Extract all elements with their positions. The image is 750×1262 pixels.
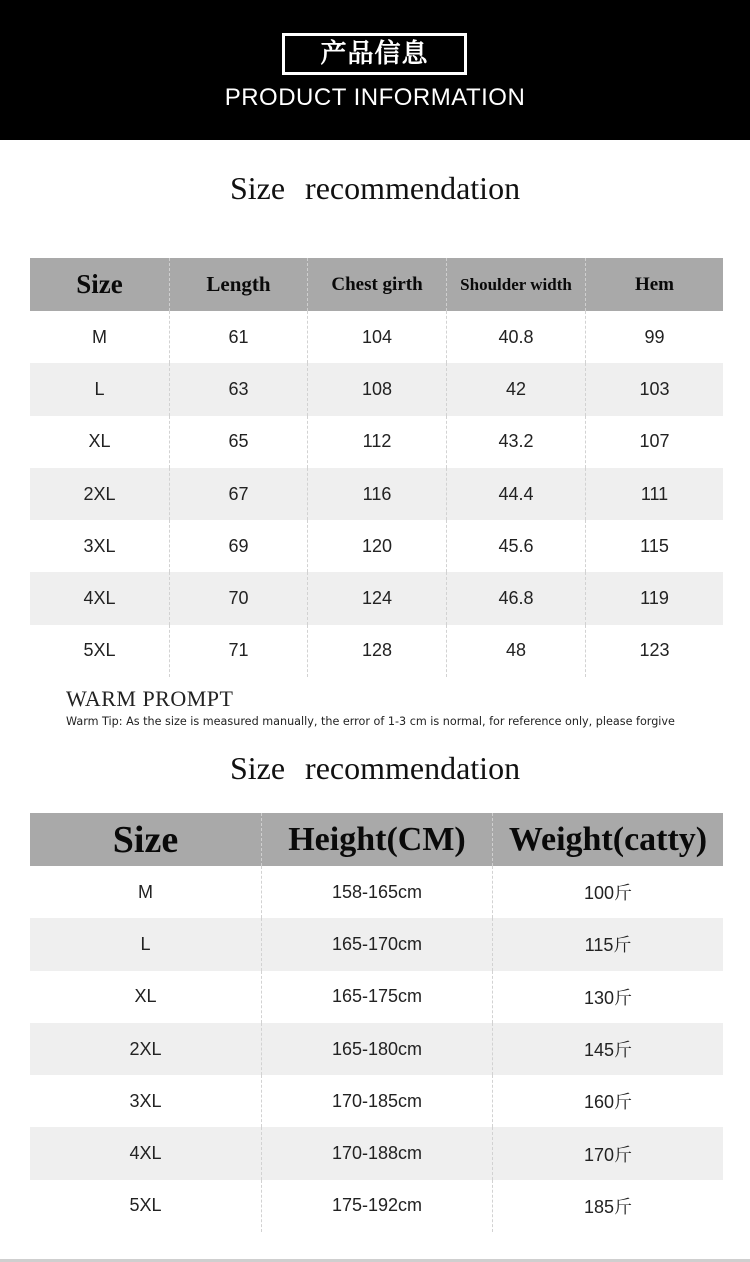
table-row (30, 971, 723, 1023)
table-cell: 2XL (129, 1038, 162, 1059)
column-header: Hem (585, 258, 723, 311)
table-cell: 71 (169, 625, 307, 677)
table-cell: 170斤 (492, 1127, 723, 1179)
table-cell: 3XL (83, 535, 116, 556)
table-cell: 61 (169, 311, 307, 363)
column-header: Length (169, 258, 307, 311)
table-cell: 115 (585, 520, 723, 572)
banner-title-cn: 产品信息 (282, 33, 467, 75)
table-cell: 5XL (83, 640, 116, 661)
table-cell: 119 (585, 572, 723, 624)
table-cell: 165-180cm (261, 1023, 492, 1075)
table-row (30, 520, 723, 572)
table-cell: 128 (307, 625, 446, 677)
table-row (30, 1023, 723, 1075)
table-cell: 116 (307, 468, 446, 520)
column-header: Size (112, 818, 179, 861)
table-cell: 145斤 (492, 1023, 723, 1075)
table-cell: 107 (585, 416, 723, 468)
table-cell: 175-192cm (261, 1180, 492, 1232)
table-row (30, 866, 723, 918)
table-cell: 120 (307, 520, 446, 572)
table-cell: 2XL (83, 483, 116, 504)
table-cell: 5XL (129, 1195, 162, 1216)
table-header-row (30, 258, 723, 311)
banner-title-en: PRODUCT INFORMATION (224, 84, 526, 111)
table-cell: 165-175cm (261, 971, 492, 1023)
table-cell: 124 (307, 572, 446, 624)
table-cell: 103 (585, 363, 723, 415)
table-row (30, 363, 723, 415)
warm-prompt-title: WARM PROMPT (66, 686, 234, 711)
table-cell: M (138, 881, 153, 902)
table-row (30, 918, 723, 970)
table-cell: 115斤 (492, 918, 723, 970)
header-banner (0, 0, 750, 140)
column-header: Shoulder width (446, 258, 585, 311)
warm-tip-text: Warm Tip: As the size is measured manually, the error of 1-3 cm is normal, for reference only, please forgive (66, 715, 675, 728)
fit-table-title: Size recommendation (229, 750, 521, 786)
table-cell: 45.6 (446, 520, 585, 572)
table-cell: XL (134, 986, 157, 1007)
column-header: Chest girth (307, 258, 446, 311)
table-row (30, 468, 723, 520)
table-cell: 44.4 (446, 468, 585, 520)
table-cell: 108 (307, 363, 446, 415)
table-cell: 170-188cm (261, 1127, 492, 1179)
table-row (30, 1180, 723, 1232)
table-cell: 165-170cm (261, 918, 492, 970)
table-cell: 4XL (129, 1143, 162, 1164)
table-cell: 99 (585, 311, 723, 363)
fit-chart-table (30, 813, 723, 1232)
table-header-row (30, 813, 723, 866)
table-row (30, 1075, 723, 1127)
column-header: Size (76, 269, 123, 299)
table-cell: 48 (446, 625, 585, 677)
table-cell: 160斤 (492, 1075, 723, 1127)
table-cell: 4XL (83, 588, 116, 609)
table-cell: 100斤 (492, 866, 723, 918)
size-chart-table (30, 258, 723, 677)
table-cell: 69 (169, 520, 307, 572)
table-cell: 170-185cm (261, 1075, 492, 1127)
column-header: Weight(catty) (492, 813, 723, 866)
table-cell: 104 (307, 311, 446, 363)
table-cell: L (94, 378, 105, 399)
column-header: Height(CM) (261, 813, 492, 866)
table-cell: 158-165cm (261, 866, 492, 918)
table-cell: 63 (169, 363, 307, 415)
table-cell: 42 (446, 363, 585, 415)
table-cell: 65 (169, 416, 307, 468)
table-cell: L (140, 933, 151, 954)
table-cell: 70 (169, 572, 307, 624)
table-row (30, 311, 723, 363)
table-row (30, 625, 723, 677)
table-cell: 130斤 (492, 971, 723, 1023)
table-row (30, 572, 723, 624)
size-table-title: Size recommendation (229, 170, 521, 206)
table-cell: 43.2 (446, 416, 585, 468)
table-cell: 123 (585, 625, 723, 677)
table-row (30, 1127, 723, 1179)
table-cell: 3XL (129, 1090, 162, 1111)
table-cell: 46.8 (446, 572, 585, 624)
table-cell: 185斤 (492, 1180, 723, 1232)
table-cell: XL (88, 431, 111, 452)
table-cell: 40.8 (446, 311, 585, 363)
table-cell: M (92, 326, 107, 347)
table-cell: 67 (169, 468, 307, 520)
table-row (30, 416, 723, 468)
table-cell: 112 (307, 416, 446, 468)
table-cell: 111 (585, 468, 723, 520)
